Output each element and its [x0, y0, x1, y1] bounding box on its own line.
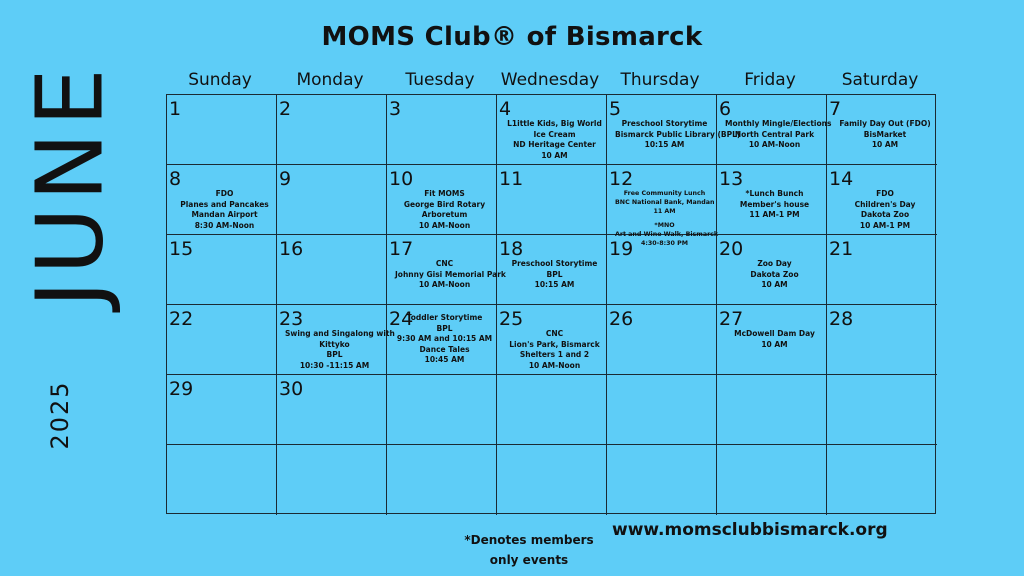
calendar-day-cell: [167, 305, 277, 375]
calendar-day-cell: [277, 375, 387, 445]
event-line: CNC: [435, 259, 454, 268]
calendar-day-cell: [827, 235, 937, 305]
dow-thursday: Thursday: [620, 70, 700, 90]
day-number: 30: [279, 378, 304, 400]
day-number: 3: [389, 98, 402, 120]
event-line: 8:30 AM-Noon: [194, 220, 255, 230]
calendar-day-cell: [497, 165, 607, 235]
calendar-day-cell: [827, 445, 937, 515]
days-of-week-header: [165, 70, 935, 94]
event-details: [725, 329, 824, 350]
event-line: 11 AM-1 PM: [749, 210, 800, 219]
day-number: 2: [279, 98, 292, 120]
event-line: Lion's Park, Bismarck: [509, 339, 600, 349]
calendar-day-cell: [827, 375, 937, 445]
calendar-day-cell: [497, 445, 607, 515]
event-line: 9:30 AM and 10:15 AM: [396, 334, 493, 343]
event-line: Planes and Pancakes: [180, 199, 269, 209]
calendar-day-cell: [717, 445, 827, 515]
event-line: Member's house: [739, 199, 810, 209]
event-line: Mandan Airport: [191, 210, 258, 219]
dow-sunday: Sunday: [188, 70, 252, 90]
event-line: 4:30-8:30 PM: [640, 240, 688, 247]
calendar-day-cell: [387, 305, 497, 375]
calendar-day-cell: [607, 165, 719, 247]
calendar-day-cell: [497, 305, 607, 375]
event-details: [175, 189, 274, 231]
day-number: 20: [719, 238, 744, 260]
event-line: 10 AM: [871, 140, 899, 149]
event-details: [505, 329, 604, 371]
event-line: Monthly Mingle/Elections: [725, 119, 832, 128]
event-line: BNC National Bank, Mandan: [615, 199, 715, 206]
day-number: 17: [389, 238, 414, 260]
day-number: 24: [389, 308, 414, 330]
day-number: 5: [609, 98, 622, 120]
calendar-day-cell: [387, 165, 497, 235]
calendar-day-cell: [277, 235, 387, 305]
dow-tuesday: Tuesday: [405, 70, 475, 90]
day-number: 21: [829, 238, 854, 260]
event-line: BisMarket: [863, 129, 907, 139]
event-details: [725, 259, 824, 291]
calendar-day-cell: [607, 95, 741, 165]
calendar-day-cell: [277, 165, 387, 235]
calendar-day-cell: [277, 95, 387, 165]
month-label: JUNE: [16, 62, 124, 308]
calendar-day-cell: [167, 235, 277, 305]
calendar-day-cell: [717, 95, 832, 165]
day-number: 1: [169, 98, 182, 120]
event-line: Dakota Zoo: [750, 269, 799, 279]
day-number: 7: [829, 98, 842, 120]
event-line: 10 AM: [761, 280, 788, 289]
day-number: 25: [499, 308, 524, 330]
calendar-grid: [166, 94, 936, 514]
dow-wednesday: Wednesday: [500, 70, 600, 90]
event-line: Swing and Singalong with: [285, 329, 395, 338]
event-line: Zoo Day: [757, 259, 792, 268]
day-number: 9: [279, 168, 292, 190]
day-number: 6: [719, 98, 732, 120]
day-number: 13: [719, 168, 744, 190]
event-details: [285, 329, 395, 371]
event-line: 11 AM: [653, 208, 676, 215]
event-line: Fit MOMS: [424, 189, 465, 198]
day-number: 14: [829, 168, 854, 190]
calendar-day-cell: [497, 375, 607, 445]
event-line: Free Community Lunch: [623, 190, 706, 197]
calendar-day-cell: [387, 95, 497, 165]
event-line: 10 AM-Noon: [748, 140, 801, 149]
calendar-day-cell: [607, 235, 717, 305]
day-number: 19: [609, 238, 634, 260]
day-number: 4: [499, 98, 512, 120]
event-details: [725, 189, 824, 221]
event-line: 10:45 AM: [424, 355, 465, 364]
day-number: 12: [609, 168, 634, 190]
event-line: 10:15 AM: [644, 140, 685, 149]
event-details: [505, 259, 604, 291]
calendar-day-cell: [827, 305, 937, 375]
event-line: Preschool Storytime: [621, 119, 708, 128]
calendar-day-cell: [717, 305, 827, 375]
calendar-day-cell: [607, 305, 717, 375]
calendar-day-cell: [607, 445, 717, 515]
dow-saturday: Saturday: [841, 70, 919, 90]
calendar-day-cell: [277, 445, 387, 515]
day-number: 27: [719, 308, 744, 330]
calendar-day-cell: [387, 445, 497, 515]
event-line: *Lunch Bunch: [745, 189, 804, 198]
dow-monday: Monday: [296, 70, 364, 90]
event-line: BPL: [436, 323, 453, 333]
event-line: Arboretum: [421, 210, 468, 219]
event-line: *MNO: [654, 222, 675, 229]
calendar-day-cell: [387, 235, 506, 305]
calendar-day-cell: [387, 375, 497, 445]
day-number: 28: [829, 308, 854, 330]
calendar-day-cell: [167, 165, 277, 235]
event-details: [395, 189, 494, 231]
event-line: Bismarck Public Library (BPL): [615, 129, 741, 139]
year-label: 2025: [46, 380, 74, 450]
event-line: 10 AM-1 PM: [859, 220, 911, 230]
event-line: 10 AM-Noon: [528, 360, 581, 370]
event-line: Ice Cream: [533, 129, 576, 139]
event-details: [835, 119, 935, 151]
event-line: 10 AM-Noon: [418, 220, 471, 230]
calendar-day-cell: [497, 95, 607, 165]
event-line: 10 AM-Noon: [418, 280, 471, 289]
day-number: 23: [279, 308, 304, 330]
event-line: Johnny Gisi Memorial Park: [395, 269, 506, 279]
calendar-day-cell: [167, 445, 277, 515]
event-line: 10 AM: [761, 339, 788, 349]
event-line: Dance Tales: [419, 344, 470, 354]
event-line: BPL: [546, 269, 563, 279]
event-line: 10 AM: [541, 150, 568, 160]
calendar-day-cell: [827, 95, 937, 165]
calendar-day-cell: [827, 165, 937, 235]
event-line: FDO: [215, 189, 234, 198]
event-line: Shelters 1 and 2: [519, 350, 590, 359]
website-url[interactable]: www.momsclubbismarck.org: [612, 520, 888, 540]
event-details: [395, 313, 494, 366]
calendar-day-cell: [497, 235, 607, 305]
day-number: 29: [169, 378, 194, 400]
event-line: Art and Wine Walk, Bismarck: [615, 231, 719, 238]
event-line: Dakota Zoo: [860, 210, 910, 219]
event-details: [505, 119, 604, 161]
day-number: 10: [389, 168, 414, 190]
event-line: Children's Day: [854, 199, 916, 209]
event-details: [725, 119, 832, 151]
calendar-day-cell: [717, 165, 827, 235]
calendar-day-cell: [277, 305, 395, 375]
day-number: 18: [499, 238, 524, 260]
event-line: Family Day Out (FDO): [839, 119, 931, 128]
event-line: ND Heritage Center: [513, 140, 596, 149]
event-line: George Bird Rotary: [403, 199, 486, 209]
day-number: 16: [279, 238, 304, 260]
day-number: 8: [169, 168, 182, 190]
day-number: 11: [499, 168, 524, 190]
event-line: CNC: [545, 329, 564, 338]
event-details: [835, 189, 935, 231]
calendar-day-cell: [167, 375, 277, 445]
event-line: 10:30 -11:15 AM: [299, 360, 370, 370]
calendar-day-cell: [717, 235, 827, 305]
calendar-day-cell: [717, 375, 827, 445]
dow-friday: Friday: [744, 70, 796, 90]
day-number: 22: [169, 308, 194, 330]
event-line: Kittyko: [319, 339, 350, 349]
event-line: BPL: [326, 350, 343, 359]
event-details: [615, 119, 741, 151]
event-line: Toddler Storytime: [406, 313, 483, 322]
calendar-day-cell: [167, 95, 277, 165]
event-line: North Central Park: [734, 129, 815, 139]
event-line: 10:15 AM: [534, 280, 575, 289]
day-number: 15: [169, 238, 194, 260]
calendar-title: MOMS Club® of Bismarck: [321, 22, 703, 52]
day-number: 26: [609, 308, 634, 330]
event-line: Preschool Storytime: [511, 259, 598, 268]
event-details: [395, 259, 506, 291]
event-line: McDowell Dam Day: [734, 329, 815, 338]
event-line: L1ittle Kids, Big World: [507, 119, 602, 128]
event-line: FDO: [876, 189, 894, 198]
calendar-day-cell: [607, 375, 717, 445]
members-only-note: *Denotes members only events: [464, 533, 594, 567]
